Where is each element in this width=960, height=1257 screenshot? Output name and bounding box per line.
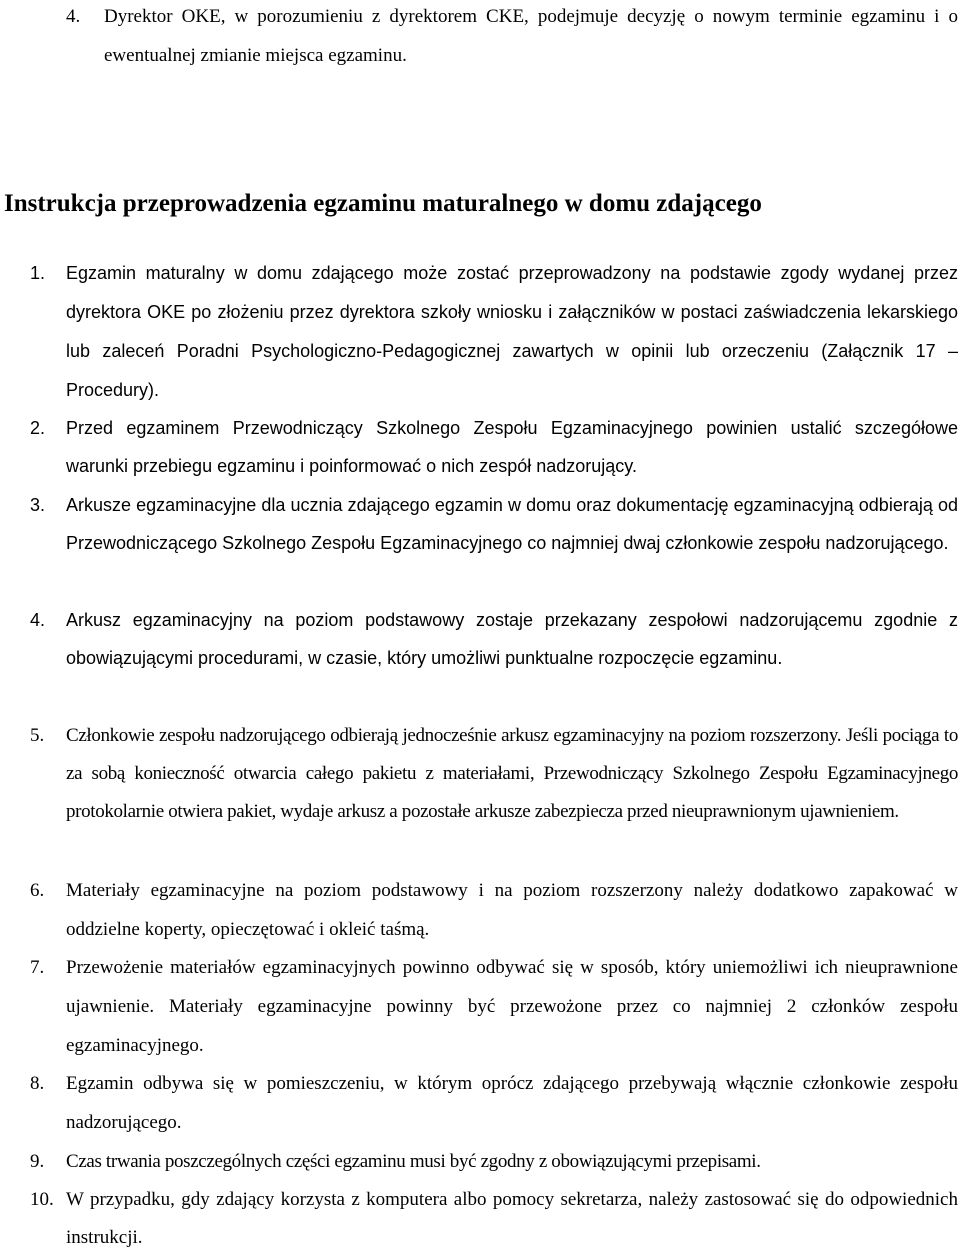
list-item-text: W przypadku, gdy zdający korzysta z komputera albo pomocy sekretarza, należy zastosować się do odpowiednich instrukcji. — [66, 1189, 958, 1248]
list-item-text: Egzamin maturalny w domu zdającego może zostać przeprowadzony na podstawie zgody wydanej przez dyrektora OKE po złożeniu przez dyrektora szkoły wniosku i załączników w postaci zaświadczenia lekarskiego lub zaleceń Poradni Psychologiczno-Pedagogicznej zawartych w opinii lub orzeczeniu (Załącznik 17 – Procedury). — [66, 263, 958, 400]
list-item-text: Członkowie zespołu nadzorującego odbierają jednocześnie arkusz egzaminacyjny na poziom rozszerzony. Jeśli pociąga to za sobą konieczność otwarcia całego pakietu z materiałami, Przewodniczący Szkolnego Zespołu Egzaminacyjnego protokolarnie otwiera pakiet, wydaje arkusz a pozostałe arkusze zabezpiecza przed nieuprawnionym ujawnieniem. — [66, 725, 958, 822]
list-item-number: 4. — [66, 6, 81, 27]
list-item-number: 7. — [30, 957, 45, 978]
list-item-number: 4. — [30, 610, 46, 630]
list-item-number: 1. — [30, 263, 46, 283]
list-item-number: 3. — [30, 495, 46, 515]
list-item-number: 5. — [30, 725, 45, 746]
list-item-text: Przed egzaminem Przewodniczący Szkolnego Zespołu Egzaminacyjnego powinien ustalić szczegółowe warunki przebiegu egzaminu i poinformować o nich zespół nadzorujący. — [66, 418, 958, 476]
list-item-text: Materiały egzaminacyjne na poziom podstawowy i na poziom rozszerzony należy dodatkowo zapakować w oddzielne koperty, opieczętować i okleić taśmą. — [66, 880, 958, 940]
list-item-text: Dyrektor OKE, w porozumieniu z dyrektorem CKE, podejmuje decyzję o nowym terminie egzaminu i o ewentualnej zmianie miejsca egzaminu. — [104, 6, 958, 66]
list-item-text: Egzamin odbywa się w pomieszczeniu, w którym oprócz zdającego przebywają włącznie członkowie zespołu nadzorującego. — [66, 1073, 958, 1133]
section-heading: Instrukcja przeprowadzenia egzaminu maturalnego w domu zdającego — [4, 190, 762, 217]
list-item-number: 8. — [30, 1073, 45, 1094]
list-item-number: 10. — [30, 1189, 54, 1210]
list-item-number: 6. — [30, 880, 45, 901]
list-item-text: Arkusze egzaminacyjne dla ucznia zdającego egzamin w domu oraz dokumentację egzaminacyjną odbierają od Przewodniczącego Szkolnego Zespołu Egzaminacyjnego co najmniej dwaj członkowie zespołu nadzorującego. — [66, 495, 958, 553]
list-item-number: 9. — [30, 1151, 45, 1172]
list-item-number: 2. — [30, 418, 46, 438]
list-item-text: Przewożenie materiałów egzaminacyjnych powinno odbywać się w sposób, który uniemożliwi ich nieuprawnione ujawnienie. Materiały egzaminacyjne powinny być przewożone przez co najmniej 2 członków zespołu egzaminacyjnego. — [66, 957, 958, 1056]
list-item-text: Czas trwania poszczególnych części egzaminu musi być zgodny z obowiązującymi przepisami. — [66, 1151, 761, 1172]
list-item-text: Arkusz egzaminacyjny na poziom podstawowy zostaje przekazany zespołowi nadzorującemu zgodnie z obowiązującymi procedurami, w czasie, który umożliwi punktualne rozpoczęcie egzaminu. — [66, 610, 958, 668]
